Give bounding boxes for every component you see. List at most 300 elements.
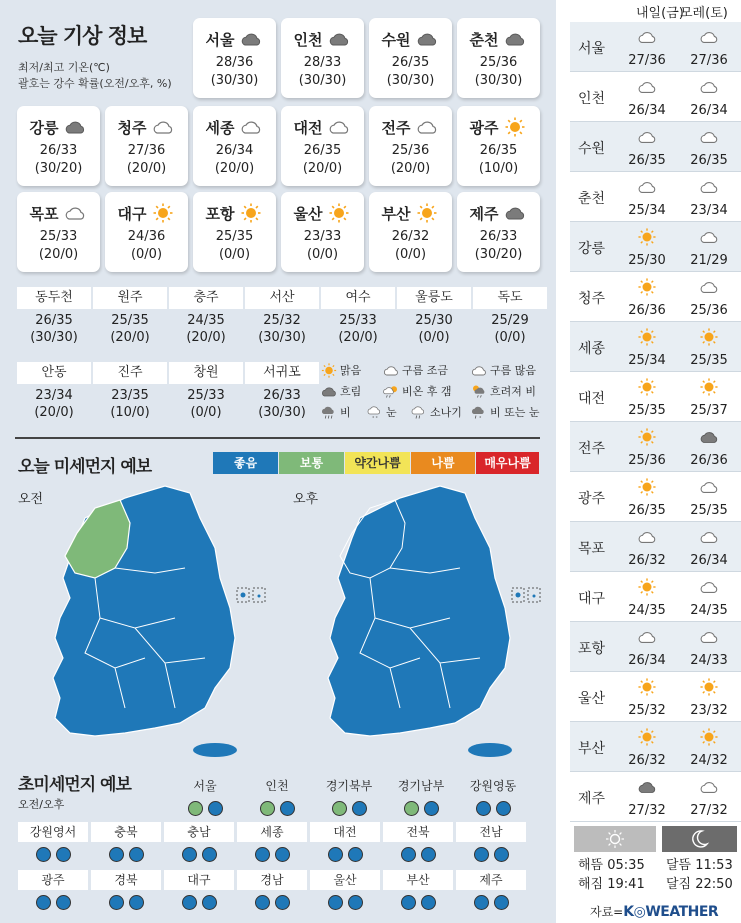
city-name: 여수 — [321, 287, 395, 309]
dayafter-cell — [680, 378, 738, 419]
tomorrow-cell — [618, 278, 676, 319]
tomorrow-cell — [618, 478, 676, 519]
city-card — [457, 106, 540, 186]
city-card — [193, 18, 276, 98]
rain-probability: (30/30) — [386, 73, 435, 88]
moon-box — [662, 826, 737, 852]
pm-region — [164, 870, 234, 910]
city-card — [281, 18, 364, 98]
dayafter-cell — [680, 778, 738, 819]
forecast-row — [570, 222, 741, 272]
sunny-icon — [415, 203, 439, 223]
dayafter-header: 모레(토) — [680, 6, 728, 21]
dust-title: 오늘 미세먼지 예보 — [18, 457, 152, 477]
temperature: 28/36 — [215, 55, 254, 70]
pm-region — [458, 776, 528, 816]
tomorrow-temp: 27/32 — [628, 803, 666, 818]
region-name: 경기북부 — [325, 779, 373, 793]
rain-probability: (30/30) — [474, 73, 523, 88]
city-name: 광주 — [578, 491, 606, 507]
dayafter-cell — [680, 278, 738, 319]
forecast-row — [570, 322, 741, 372]
dayafter-cell — [680, 678, 738, 719]
city-card — [17, 192, 100, 272]
dust-map-am — [15, 478, 270, 768]
tomorrow-temp: 25/35 — [628, 403, 666, 418]
dayafter-cell — [680, 78, 738, 119]
tomorrow-temp: 26/34 — [628, 653, 666, 668]
ulleung-island — [516, 593, 521, 598]
temperature: 25/33 — [339, 313, 377, 328]
legend-label: 눈 — [386, 406, 397, 419]
pm-region — [386, 776, 456, 816]
dayafter-cell — [680, 28, 738, 69]
pm-region — [310, 822, 380, 862]
temperature: 26/35 — [479, 143, 518, 158]
sunny-icon — [636, 228, 658, 246]
city-card — [457, 18, 540, 98]
legend-label: 구름 조금 — [402, 364, 449, 377]
partly-cloudy-icon — [382, 363, 400, 378]
cloudy-icon — [503, 203, 527, 223]
sunny-icon — [636, 678, 658, 696]
dayafter-temp: 24/35 — [690, 603, 728, 618]
pm-level-dot — [424, 801, 439, 816]
source-prefix: 자료= — [590, 905, 624, 919]
pm-subtitle: 오전/오후 — [18, 798, 65, 811]
ulleung-island — [241, 593, 246, 598]
am-level-dot — [109, 847, 124, 862]
pm-level-dot — [129, 895, 144, 910]
partly-cloudy-icon — [151, 117, 175, 137]
am-level-dot — [404, 801, 419, 816]
cloud-rain-icon — [470, 384, 488, 399]
partly-cloudy-icon — [698, 528, 720, 546]
tomorrow-cell — [618, 378, 676, 419]
dayafter-cell — [680, 528, 738, 569]
partly-cloudy-icon — [698, 628, 720, 646]
region-name: 세종 — [237, 822, 307, 842]
pm-level-dot — [348, 847, 363, 862]
pm-level-dot — [421, 895, 436, 910]
pm-level-dot — [494, 895, 509, 910]
city-name: 목포 — [29, 204, 59, 223]
legend-item — [470, 383, 536, 399]
temperature: 23/33 — [303, 229, 342, 244]
city-name: 대전 — [578, 391, 606, 407]
dayafter-temp: 26/34 — [690, 553, 728, 568]
temperature: 26/33 — [39, 143, 78, 158]
legend-item — [320, 383, 361, 399]
dayafter-temp: 25/37 — [690, 403, 728, 418]
partly-cloudy-icon — [636, 178, 658, 196]
temperature: 25/35 — [215, 229, 254, 244]
dayafter-cell — [680, 228, 738, 269]
legend-label: 흐림 — [340, 385, 362, 398]
cloudy-icon — [415, 29, 439, 49]
sunny-icon — [698, 378, 720, 396]
city-name: 청주 — [117, 118, 147, 137]
partly-cloudy-icon — [698, 78, 720, 96]
dayafter-cell — [680, 428, 738, 469]
region-name: 전북 — [383, 822, 453, 842]
dayafter-temp: 21/29 — [690, 253, 728, 268]
dayafter-temp: 24/32 — [690, 753, 728, 768]
tomorrow-temp: 26/36 — [628, 303, 666, 318]
city-card — [369, 106, 452, 186]
rain-probability: (0/0) — [306, 247, 339, 262]
partly-cloudy-icon — [239, 117, 263, 137]
jeju-island-shape — [468, 743, 512, 757]
sunny-icon — [636, 328, 658, 346]
sunny-icon — [698, 678, 720, 696]
sunny-icon — [320, 363, 338, 378]
city-name: 독도 — [473, 287, 547, 309]
am-level-dot — [328, 895, 343, 910]
rain-probability: (0/0) — [130, 247, 163, 262]
region-name: 강원영서 — [18, 822, 88, 842]
city-name: 전주 — [578, 441, 606, 457]
rain-probability: (20/0) — [214, 161, 255, 176]
pm-region — [456, 822, 526, 862]
pm-region — [242, 776, 312, 816]
temperature: 25/35 — [111, 313, 149, 328]
tomorrow-temp: 26/35 — [628, 153, 666, 168]
pm-level-dot — [129, 847, 144, 862]
rain-probability: (20/0) — [110, 330, 150, 345]
minor-city — [245, 287, 319, 346]
region-name: 인천 — [265, 779, 289, 793]
rain-icon — [320, 405, 338, 420]
sunny-icon — [698, 328, 720, 346]
moonrise-time: 달뜸 11:53 — [666, 858, 733, 873]
city-card — [457, 192, 540, 272]
map-pm-label: 오후 — [293, 492, 319, 507]
minor-city — [169, 362, 243, 421]
partly-cloudy-icon — [698, 178, 720, 196]
dayafter-temp: 23/34 — [690, 203, 728, 218]
tomorrow-cell — [618, 78, 676, 119]
pm-level-dot — [202, 847, 217, 862]
rain-probability: (20/0) — [338, 330, 378, 345]
legend-item — [382, 362, 448, 378]
dayafter-temp: 24/33 — [690, 653, 728, 668]
rain-probability: (10/0) — [478, 161, 519, 176]
pm-region — [18, 870, 88, 910]
temperature: 28/33 — [303, 55, 342, 70]
city-card — [369, 18, 452, 98]
pm-region — [170, 776, 240, 816]
dayafter-temp: 26/35 — [690, 153, 728, 168]
am-level-dot — [332, 801, 347, 816]
temperature: 25/29 — [491, 313, 529, 328]
tomorrow-temp: 25/34 — [628, 203, 666, 218]
city-name: 포항 — [578, 641, 606, 657]
pm-level-dot — [275, 895, 290, 910]
am-level-dot — [255, 895, 270, 910]
rain-probability: (0/0) — [218, 247, 251, 262]
am-level-dot — [182, 847, 197, 862]
dayafter-temp: 25/36 — [690, 303, 728, 318]
forecast-panel — [570, 0, 741, 923]
minor-city — [397, 287, 471, 346]
city-name: 목포 — [578, 541, 606, 557]
am-level-dot — [401, 847, 416, 862]
moonset-time: 달짐 22:50 — [666, 877, 733, 892]
temperature: 25/32 — [263, 313, 301, 328]
korea-map-shape — [53, 486, 235, 736]
tomorrow-cell — [618, 628, 676, 669]
cloudy-icon — [320, 384, 338, 399]
city-name: 광주 — [469, 118, 499, 137]
city-name: 울산 — [293, 204, 323, 223]
rain-then-clear-icon — [382, 384, 400, 399]
forecast-row — [570, 422, 741, 472]
svg-text:* *: * * — [372, 415, 378, 420]
legend-item — [320, 404, 351, 420]
tomorrow-cell — [618, 728, 676, 769]
sunny-icon — [636, 478, 658, 496]
minor-city — [473, 287, 547, 346]
pm-region — [164, 822, 234, 862]
dayafter-temp: 25/35 — [690, 503, 728, 518]
korea-map-shape — [328, 486, 510, 736]
forecast-row — [570, 772, 741, 822]
partly-cloudy-icon — [470, 363, 488, 378]
region-name: 제주 — [456, 870, 526, 890]
tomorrow-temp: 26/34 — [628, 103, 666, 118]
cloudy-icon — [503, 29, 527, 49]
tomorrow-header: 내일(금) — [636, 6, 684, 21]
pm-level-dot — [421, 847, 436, 862]
cloudy-icon — [63, 117, 87, 137]
rain-probability: (20/0) — [34, 405, 74, 420]
rain-probability: (20/0) — [390, 161, 431, 176]
sunny-icon — [636, 578, 658, 596]
note-line-2: 괄호는 강수 확률(오전/오후, %) — [18, 77, 172, 90]
forecast-row — [570, 472, 741, 522]
pm-region — [383, 870, 453, 910]
dust-scale-item: 매우나쁨 — [476, 452, 539, 474]
region-name: 경북 — [91, 870, 161, 890]
pm-level-dot — [56, 847, 71, 862]
forecast-row — [570, 22, 741, 72]
legend-label: 맑음 — [340, 364, 362, 377]
sun-icon — [603, 829, 627, 849]
temperature: 25/33 — [39, 229, 78, 244]
divider — [15, 437, 540, 439]
partly-cloudy-icon — [698, 278, 720, 296]
city-card — [369, 192, 452, 272]
city-card — [193, 192, 276, 272]
dayafter-temp: 23/32 — [690, 703, 728, 718]
dust-map-pm — [290, 478, 545, 768]
partly-cloudy-icon — [698, 478, 720, 496]
dayafter-temp: 27/36 — [690, 53, 728, 68]
temperature: 26/35 — [303, 143, 342, 158]
city-name: 세종 — [578, 341, 606, 357]
sunny-icon — [503, 117, 527, 137]
tomorrow-cell — [618, 128, 676, 169]
partly-cloudy-icon — [698, 578, 720, 596]
rain-probability: (30/20) — [34, 161, 83, 176]
legend-label: 흐려져 비 — [490, 385, 537, 398]
city-name: 제주 — [469, 204, 499, 223]
dayafter-cell — [680, 478, 738, 519]
partly-cloudy-icon — [698, 128, 720, 146]
city-card — [281, 106, 364, 186]
tomorrow-cell — [618, 178, 676, 219]
kweather-logo: K◎WEATHER — [623, 904, 719, 920]
region-name: 울산 — [310, 870, 380, 890]
pm-level-dot — [494, 847, 509, 862]
tomorrow-temp: 26/32 — [628, 753, 666, 768]
temperature-note — [18, 60, 172, 92]
pm-region — [237, 822, 307, 862]
minor-city — [17, 287, 91, 346]
city-card — [281, 192, 364, 272]
city-name: 서울 — [205, 30, 235, 49]
city-name: 대구 — [117, 204, 147, 223]
region-name: 서울 — [193, 779, 217, 793]
source-credit — [590, 903, 718, 920]
forecast-row — [570, 122, 741, 172]
pm-level-dot — [348, 895, 363, 910]
city-card — [17, 106, 100, 186]
city-name: 대구 — [578, 591, 606, 607]
temperature: 26/34 — [215, 143, 254, 158]
city-name: 강릉 — [29, 118, 59, 137]
sunny-icon — [698, 728, 720, 746]
rain-or-snow-icon — [470, 405, 488, 420]
city-name: 포항 — [205, 204, 235, 223]
temperature: 26/33 — [479, 229, 518, 244]
pm-region — [456, 870, 526, 910]
legend-item — [470, 362, 536, 378]
pm-title: 초미세먼지 예보 — [18, 775, 131, 795]
city-card — [105, 192, 188, 272]
city-name: 부산 — [381, 204, 411, 223]
tomorrow-cell — [618, 428, 676, 469]
minor-city — [93, 287, 167, 346]
temperature: 23/35 — [111, 388, 149, 403]
sunny-icon — [636, 428, 658, 446]
page-title: 오늘 기상 정보 — [18, 24, 147, 48]
city-name: 춘천 — [578, 191, 606, 207]
temperature: 24/36 — [127, 229, 166, 244]
am-level-dot — [188, 801, 203, 816]
forecast-row — [570, 372, 741, 422]
cloudy-icon — [698, 428, 720, 446]
legend-item — [382, 383, 452, 399]
forecast-row — [570, 722, 741, 772]
city-name: 진주 — [93, 362, 167, 384]
city-card — [105, 106, 188, 186]
city-name: 인천 — [293, 30, 323, 49]
temperature: 27/36 — [127, 143, 166, 158]
pm-region — [18, 822, 88, 862]
am-level-dot — [260, 801, 275, 816]
dayafter-temp: 26/34 — [690, 103, 728, 118]
tomorrow-cell — [618, 578, 676, 619]
legend-item — [320, 362, 361, 378]
sunny-icon — [636, 728, 658, 746]
pm-region — [383, 822, 453, 862]
rain-probability: (30/30) — [258, 405, 306, 420]
temperature: 26/35 — [35, 313, 73, 328]
minor-city — [321, 287, 395, 346]
legend-item — [366, 404, 397, 420]
forecast-row — [570, 272, 741, 322]
dayafter-temp: 27/32 — [690, 803, 728, 818]
temperature: 24/35 — [187, 313, 225, 328]
cloudy-icon — [327, 29, 351, 49]
pm-level-dot — [275, 847, 290, 862]
am-level-dot — [401, 895, 416, 910]
partly-cloudy-icon — [636, 128, 658, 146]
minor-city — [93, 362, 167, 421]
region-name: 광주 — [18, 870, 88, 890]
minor-city — [245, 362, 319, 421]
legend-label: 구름 많음 — [490, 364, 537, 377]
map-am-label: 오전 — [18, 492, 44, 507]
pm-level-dot — [280, 801, 295, 816]
city-name: 청주 — [578, 291, 606, 307]
tomorrow-temp: 25/34 — [628, 353, 666, 368]
partly-cloudy-icon — [698, 228, 720, 246]
dayafter-cell — [680, 578, 738, 619]
forecast-row — [570, 72, 741, 122]
dust-scale-item: 좋음 — [213, 452, 278, 474]
dust-scale-item: 보통 — [279, 452, 344, 474]
region-name: 대전 — [310, 822, 380, 842]
pm-level-dot — [202, 895, 217, 910]
temperature: 26/35 — [391, 55, 430, 70]
city-name: 서울 — [578, 41, 606, 57]
region-name: 강원영동 — [469, 779, 517, 793]
jeju-island-shape — [193, 743, 237, 757]
legend-label: 비 — [340, 406, 351, 419]
partly-cloudy-icon — [636, 528, 658, 546]
cloudy-icon — [636, 778, 658, 796]
forecast-row — [570, 672, 741, 722]
tomorrow-temp: 25/32 — [628, 703, 666, 718]
legend-label: 비온 후 갬 — [402, 385, 452, 398]
rain-probability: (30/30) — [30, 330, 78, 345]
region-name: 대구 — [164, 870, 234, 890]
sunny-icon — [636, 278, 658, 296]
tomorrow-temp: 26/35 — [628, 503, 666, 518]
city-name: 원주 — [93, 287, 167, 309]
tomorrow-temp: 26/32 — [628, 553, 666, 568]
temperature: 25/33 — [187, 388, 225, 403]
city-name: 강릉 — [578, 241, 606, 257]
city-name: 동두천 — [17, 287, 91, 309]
city-name: 충주 — [169, 287, 243, 309]
pm-region — [91, 870, 161, 910]
am-level-dot — [255, 847, 270, 862]
legend-label: 소나기 — [430, 406, 462, 419]
city-name: 대전 — [293, 118, 323, 137]
partly-cloudy-icon — [63, 203, 87, 223]
tomorrow-cell — [618, 28, 676, 69]
shower-icon — [410, 405, 428, 420]
tomorrow-cell — [618, 328, 676, 369]
rain-probability: (20/0) — [302, 161, 343, 176]
rain-probability: (20/0) — [186, 330, 226, 345]
am-level-dot — [328, 847, 343, 862]
partly-cloudy-icon — [636, 78, 658, 96]
